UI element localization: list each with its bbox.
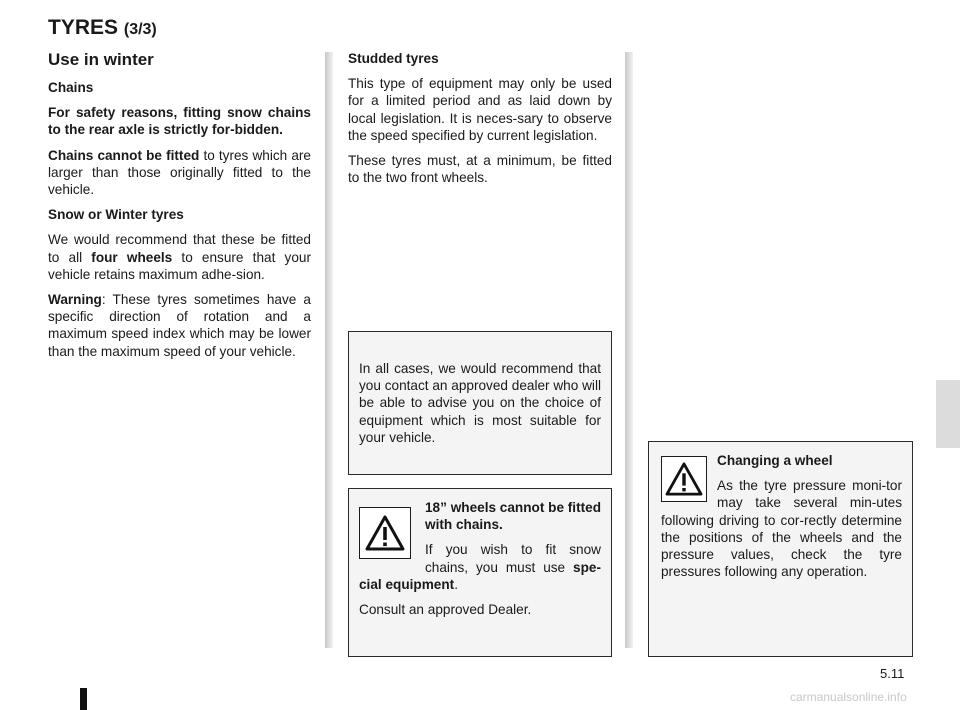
column-divider-right bbox=[625, 52, 633, 648]
warning-text: : These tyres sometimes have a specific direction of rotation and a maximum speed index which may be lower than the maximum speed of your vehicle. bbox=[48, 292, 311, 359]
column-divider-left bbox=[325, 52, 333, 648]
info-box-text: In all cases, we would recommend that you contact an approved dealer who will be able to advise you on the choice of equipment which is most suitable for your vehicle. bbox=[359, 361, 601, 445]
wheels-warning-text-1: If you wish to fit snow chains, you must use bbox=[425, 542, 601, 575]
page-number: 5.11 bbox=[880, 666, 905, 681]
page-title-main: TYRES bbox=[48, 16, 119, 39]
change-wheel-warning-box bbox=[648, 441, 913, 657]
crop-mark bbox=[80, 688, 87, 710]
snow-heading: Snow or Winter tyres bbox=[48, 207, 184, 223]
warning-label: Warning bbox=[48, 292, 102, 308]
chapter-tab bbox=[936, 380, 960, 448]
chains-heading: Chains bbox=[48, 80, 94, 95]
chains-fitted-bold: Chains cannot be fitted bbox=[48, 147, 200, 163]
page-title-suffix: (3/3) bbox=[123, 21, 157, 38]
chains-fitted-text: to tyres which are larger than those originally fitted to the vehicle. bbox=[48, 147, 311, 198]
wheels-warning-dealer: Consult an approved Dealer. bbox=[359, 602, 532, 618]
wheels-warning-text-2: . bbox=[454, 576, 458, 592]
chains-fitted-paragraph bbox=[48, 147, 311, 199]
studded-heading: Studded tyres bbox=[348, 51, 439, 66]
wheels-warning-box bbox=[348, 488, 612, 657]
middle-column bbox=[348, 50, 612, 194]
change-wheel-text: As the tyre pressure moni-tor may take several min-utes following driving to cor-rectly determine the positions of the wheels and the pressure values, check the tyre pressures following any operation. bbox=[661, 478, 902, 580]
section-title: Use in winter bbox=[48, 50, 154, 69]
warning-triangle-icon bbox=[661, 456, 707, 502]
warning-triangle-icon bbox=[359, 507, 411, 559]
warning-triangle-svg bbox=[365, 515, 405, 551]
change-wheel-heading: Changing a wheel bbox=[717, 453, 833, 468]
watermark: carmanualsonline.info bbox=[790, 690, 907, 704]
warning-paragraph bbox=[48, 291, 311, 360]
chains-safety-text: For safety reasons, fitting snow chains to the rear axle is strictly for-bidden. bbox=[48, 105, 311, 138]
warning-triangle-svg bbox=[665, 462, 703, 496]
left-column bbox=[48, 79, 311, 368]
studded-text-2: These tyres must, at a minimum, be fitted to the two front wheels. bbox=[348, 153, 612, 186]
info-box bbox=[348, 331, 612, 475]
snow-paragraph bbox=[48, 231, 311, 283]
snow-text-2: to ensure that your vehicle retains maximum adhe-sion. bbox=[48, 249, 311, 282]
studded-text-1: This type of equipment may only be used for a limited period and as laid down by local legislation. It is neces-sary to observe the speed specified by current legislation. bbox=[348, 76, 612, 143]
snow-text-bold: four wheels bbox=[91, 249, 173, 265]
wheels-warning-heading: 18” wheels cannot be fitted with chains. bbox=[425, 500, 602, 533]
page-title bbox=[48, 16, 157, 40]
wheels-warning-bold: spe-cial equipment bbox=[359, 559, 601, 592]
snow-text-1: We would recommend that these be fitted to all bbox=[48, 232, 311, 265]
